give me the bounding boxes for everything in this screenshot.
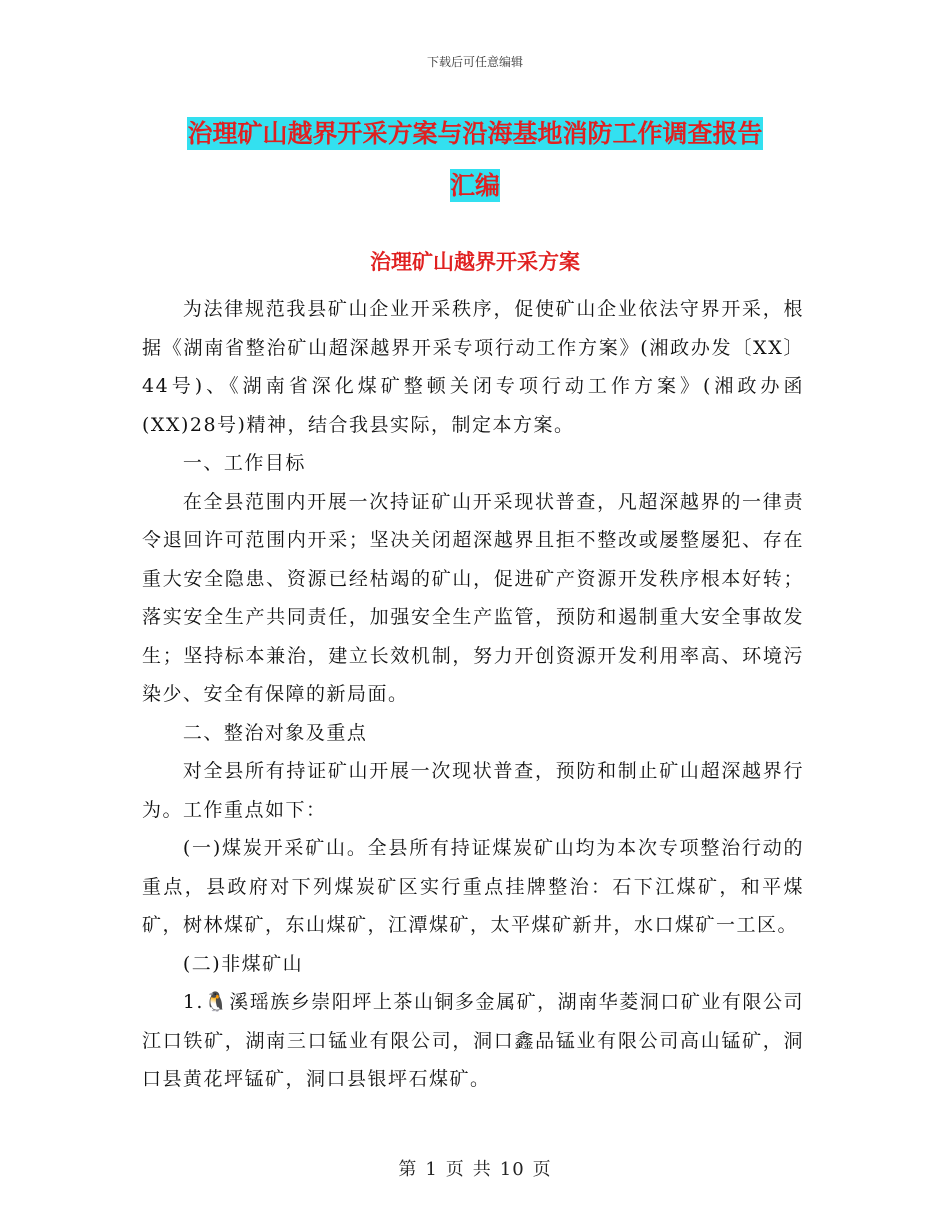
paragraph-work-goal: 在全县范围内开展一次持证矿山开采现状普查，凡超深越界的一律责令退回许可范围内开采；坚决关闭超深越界且拒不整改或屡整屡犯、存在重大安全隐患、资源已经枯竭的矿山，促进矿产资源开发秩序根本好转；落实安全生产共同责任，加强安全生产监管，预防和遏制重大安全事故发生；坚持标本兼治，建立长效机制，努力开创资源开发利用率高、环境污染少、安全有保障的新局面。 <box>142 490 804 705</box>
footer-prefix: 第 <box>398 1159 418 1180</box>
paragraph-targets: 对全县所有持证矿山开展一次现状普查，预防和制止矿山超深越界行为。工作重点如下： <box>142 760 804 821</box>
document-body <box>142 290 804 1099</box>
footer-page-label: 页 <box>445 1159 465 1180</box>
header-note: 下载后可任意编辑 <box>426 55 523 69</box>
paragraph-coal-mines: (一)煤炭开采矿山。全县所有持证煤炭矿山均为本次专项整治行动的重点，县政府对下列煤炭矿区实行重点挂牌整治：石下江煤矿，和平煤矿，树林煤矿，东山煤矿，江潭煤矿，太平煤矿新井，水口煤矿一工区。 <box>142 837 804 936</box>
footer-total-label: 共 <box>472 1159 492 1180</box>
footer-total-pages: 10 <box>499 1159 525 1180</box>
paragraph-non-coal-list: 1.🐧溪瑶族乡崇阳坪上茶山铜多金属矿，湖南华菱洞口矿业有限公司江口铁矿，湖南三口锰业有限公司，洞口鑫品锰业有限公司高山锰矿，洞口县黄花坪锰矿，洞口县银坪石煤矿。 <box>142 991 804 1090</box>
page-footer <box>0 1155 950 1181</box>
footer-suffix: 页 <box>532 1159 552 1180</box>
heading-non-coal: (二)非煤矿山 <box>182 952 304 975</box>
paragraph-intro: 为法律规范我县矿山企业开采秩序，促使矿山企业依法守界开采，根据《湖南省整治矿山超深越界开采专项行动工作方案》(湘政办发〔XX〕44号)、《湖南省深化煤矿整顿关闭专项行动工作方案》(湘政办函(XX)28号)精神，结合我县实际，制定本方案。 <box>142 298 804 436</box>
heading-work-goal: 一、工作目标 <box>182 452 306 474</box>
footer-page-number: 1 <box>425 1159 438 1180</box>
document-title-line2: 汇编 <box>449 171 500 200</box>
heading-targets: 二、整治对象及重点 <box>182 721 368 744</box>
section-title: 治理矿山越界开采方案 <box>370 249 580 274</box>
document-title-line1: 治理矿山越界开采方案与沿海基地消防工作调查报告 <box>187 119 763 148</box>
document-title <box>0 108 950 212</box>
